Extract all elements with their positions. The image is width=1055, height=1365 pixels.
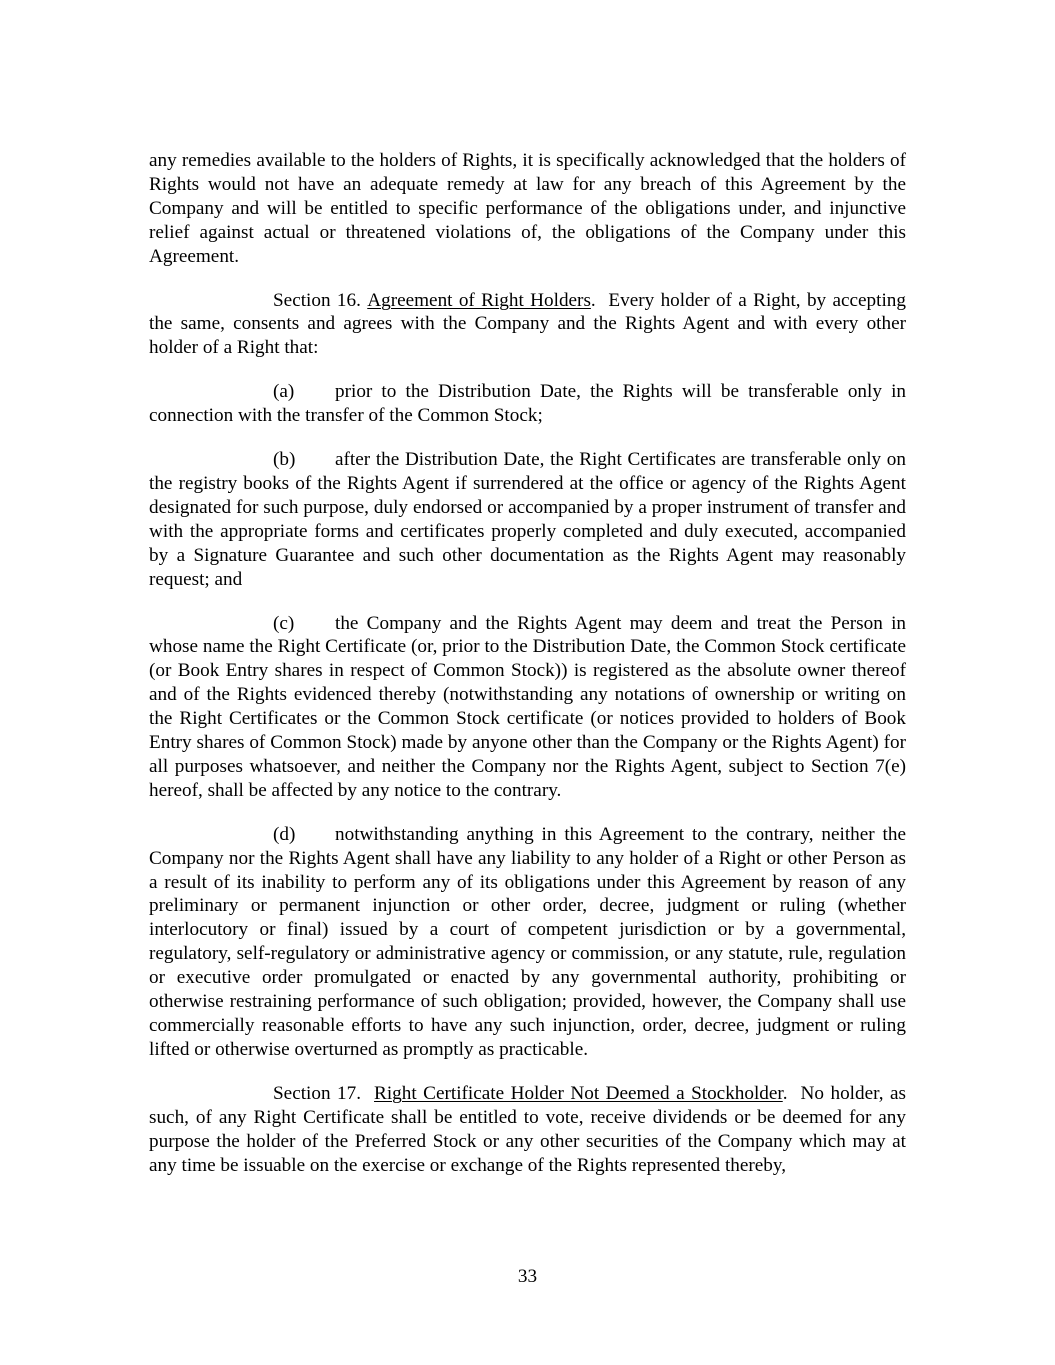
clause-a-label: (a)	[273, 381, 295, 403]
clause-d-label: (d)	[273, 823, 296, 845]
section-17-paragraph	[149, 1082, 906, 1178]
section-16-paragraph	[149, 289, 906, 361]
clause-d-paragraph	[149, 823, 906, 1062]
section-16-body: Every holder of a Right, by accepting the same, consents and agrees with the Company and the Rights Agent and with every other holder of a Right that:	[149, 289, 906, 359]
clause-b-text: after the Distribution Date, the Right Certificates are transferable only on the registry books of the Rights Agent if surrendered at the office or agency of the Rights Agent designated for such purpose, duly endorsed or accompanied by a proper instrument of transfer and with the appropriate forms and certificates properly completed and duly executed, accompanied by a Signature Guarantee and such other documentation as the Rights Agent may reasonably request; and	[149, 449, 906, 590]
clause-c-text: the Company and the Rights Agent may deem and treat the Person in whose name the Right Certificate (or, prior to the Distribution Date, the Common Stock certificate (or Book Entry shares in respect of Common Stock)) is registered as the absolute owner thereof and of the Rights evidenced thereby (notwithstanding any notations of ownership or writing on the Right Certificates or the Common Stock certificate (or notices provided to holders of Book Entry shares of Common Stock) made by anyone other than the Company or the Rights Agent) for all purposes whatsoever, and neither the Company nor the Rights Agent, subject to Section 7(e) hereof, shall be affected by any notice to the contrary.	[149, 612, 906, 801]
clause-a-paragraph	[149, 380, 906, 428]
section-17-heading: Right Certificate Holder Not Deemed a Stockholder	[374, 1082, 783, 1104]
clause-c-label: (c)	[273, 612, 295, 634]
continuation-paragraph: any remedies available to the holders of Rights, it is specifically acknowledged that the holders of Rights would not have an adequate remedy at law for any breach of this Agreement by the Company and will be entitled to specific performance of the obligations under, and injunctive relief against actual or threatened violations of, the obligations of the Company under this Agreement.	[149, 150, 906, 267]
clause-d-text: notwithstanding anything in this Agreement to the contrary, neither the Company nor the Rights Agent shall have any liability to any holder of a Right or other Person as a result of its inability to perform any of its obligations under this Agreement by reason of any preliminary or permanent injunction or other order, decree, judgment or ruling (whether interlocutory or final) issued by a court of competent jurisdiction or by a governmental, regulatory, self-regulatory or administrative agency or commission, or any statute, rule, regulation or executive order promulgated or enacted by any governmental authority, prohibiting or otherwise restraining performance of such obligation; provided, however, the Company shall use commercially reasonable efforts to have any such injunction, order, decree, judgment or ruling lifted or otherwise overturned as promptly as practicable.	[149, 823, 906, 1060]
section-17-number: Section 17.	[273, 1082, 362, 1104]
clause-c-paragraph	[149, 612, 906, 803]
section-16-number: Section 16.	[273, 289, 361, 311]
clause-a-text: prior to the Distribution Date, the Rights will be transferable only in connection with the transfer of the Common Stock;	[149, 381, 906, 427]
page-number: 33	[517, 1266, 538, 1287]
clause-b-paragraph	[149, 448, 906, 591]
section-16-heading-period: .	[590, 289, 596, 311]
section-17-body: No holder, as such, of any Right Certificate shall be entitled to vote, receive dividends or be deemed for any purpose the holder of the Preferred Stock or any other securities of the Company which may at any time be issuable on the exercise or exchange of the Rights represented thereby,	[149, 1082, 906, 1176]
clause-b-label: (b)	[273, 449, 296, 471]
document-body	[149, 149, 906, 1197]
section-17-heading-period: .	[782, 1082, 788, 1104]
section-16-heading: Agreement of Right Holders	[367, 289, 591, 311]
